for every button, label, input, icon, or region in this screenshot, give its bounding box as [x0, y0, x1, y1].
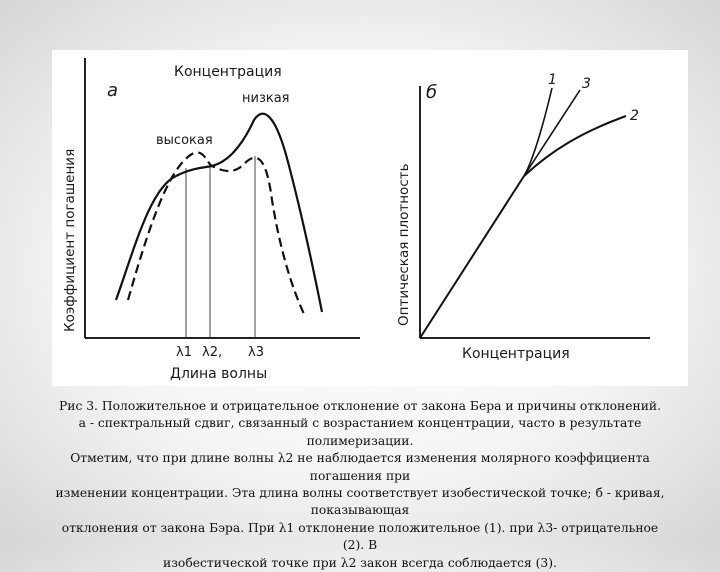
caption-line: Отметим, что при длине волны λ2 не наблюдается изменения молярного коэффициента погашения при: [70, 451, 650, 483]
panel-b-y-label: Оптическая плотность: [396, 163, 412, 326]
curve-1-label: 1: [548, 72, 557, 88]
panel-a-x-label: Длина волны: [170, 366, 268, 382]
label-high: высокая: [156, 133, 213, 148]
figure-image: [52, 50, 688, 386]
panel-b-x-label: Концентрация: [462, 346, 570, 362]
lambda3-label: λ3: [248, 345, 264, 360]
curve-3: [524, 90, 580, 176]
curve-3-label: 3: [582, 76, 591, 92]
panel-a-y-label: Коэффициент погашения: [62, 148, 78, 332]
curve-2-label: 2: [630, 108, 639, 124]
panel-a-label: а: [107, 80, 119, 101]
curve-high-concentration: [128, 153, 304, 314]
caption-line: отклонения от закона Бэра. При λ1 отклонение положительное (1). при λ3- отрицательное (2). В: [61, 520, 659, 553]
panel-a: [62, 58, 360, 382]
caption-line: а - спектральный сдвиг, связанный с возрастанием концентрации, часто в результате полимеризации.: [78, 416, 642, 448]
caption-line: изменении концентрации. Эта длина волны соответствует изобестической точке; б - кривая, показывающая: [55, 486, 665, 518]
curve-2: [524, 116, 626, 176]
linear-segment: [420, 176, 524, 338]
panel-b-label: б: [426, 82, 438, 103]
caption-line: Рис 3. Положительное и отрицательное отклонение от закона Бера и причины отклонений.: [58, 399, 662, 413]
caption-line: изобестической точке при λ2 закон всегда соблюдается (3).: [163, 555, 557, 570]
panel-b: [396, 72, 650, 362]
lambda1-label: λ1: [176, 345, 192, 360]
figure-svg: [52, 50, 688, 386]
label-low: низкая: [242, 91, 290, 106]
lambda2-label: λ2,: [202, 345, 223, 360]
concentration-title: Концентрация: [174, 64, 282, 80]
figure-caption: [52, 398, 668, 572]
